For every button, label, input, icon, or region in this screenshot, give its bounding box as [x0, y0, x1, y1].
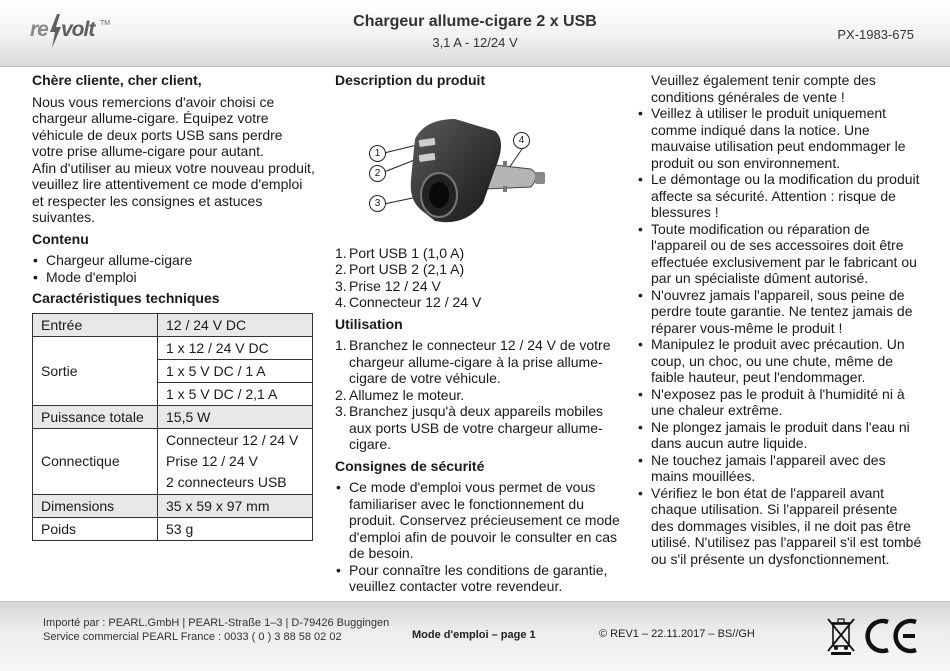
- specs-heading: Caractéristiques techniques: [32, 290, 220, 306]
- spec-value: 35 x 59 x 97 mm: [158, 494, 313, 517]
- spec-key: Poids: [33, 517, 158, 540]
- item-text: Connecteur 12 / 24 V: [349, 294, 482, 310]
- list-item: [335, 294, 620, 311]
- spec-value: 12 / 24 V DC: [158, 313, 313, 336]
- intro-paragraph-2: Afin d'utiliser au mieux votre nouveau produit, veuillez lire attentivement ce mode d'emploi et respecter les consignes et astuces suivantes.: [32, 159, 315, 225]
- utilisation-heading: Utilisation: [335, 315, 403, 332]
- list-item: [335, 245, 620, 262]
- table-row: [33, 313, 313, 336]
- list-item: [335, 337, 620, 387]
- contenu-list: [32, 252, 317, 285]
- item-text: Branchez jusqu'à deux appareils mobiles aux ports USB de votre chargeur allume-cigare.: [349, 403, 604, 452]
- page-footer: [0, 601, 950, 671]
- product-code: PX-1983-675: [837, 27, 914, 42]
- callout-4: 4: [513, 132, 530, 149]
- item-text: Prise 12 / 24 V: [349, 277, 441, 294]
- item-text: Port USB 2 (2,1 A): [349, 261, 465, 277]
- callout-1: 1: [369, 145, 386, 162]
- column-middle: [335, 72, 620, 595]
- spec-value: 53 g: [158, 517, 313, 540]
- list-item: • Toute modification ou réparation de l'appareil ou de ses accessoires doit être effectuée exclusivement par le fabricant ou par un spécialiste dûment autorisé.: [637, 221, 922, 287]
- list-item: • N'ouvrez jamais l'appareil, sous peine de perdre toute garantie. Ne tentez jamais de réparer vous-même le produit !: [637, 287, 922, 337]
- logo-text-volt: volt: [61, 18, 95, 41]
- list-item: [335, 387, 620, 404]
- safety-heading: Consignes de sécurité: [335, 457, 485, 474]
- column-left: [32, 72, 317, 541]
- list-item: • Vérifiez le bon état de l'appareil avant chaque utilisation. Si l'appareil présente des dommages visibles, il ne doit pas être utilisé. N'utilisez pas l'appareil s'il est tombé ou s'il présente un dysfonctionnement.: [637, 485, 922, 568]
- product-illustration: [335, 109, 620, 229]
- spec-key: Entrée: [33, 313, 158, 336]
- table-row: [33, 336, 313, 359]
- specs-table: [32, 313, 313, 541]
- list-item: • Ne plongez jamais le produit dans l'eau ni dans aucun autre liquide.: [637, 419, 922, 452]
- spec-value: 15,5 W: [158, 405, 313, 428]
- item-number: 2.: [335, 386, 347, 403]
- safety-list-continued: [637, 105, 922, 567]
- table-row: [33, 517, 313, 540]
- list-item: [335, 278, 620, 295]
- steps-list: [335, 337, 620, 453]
- item-number: 3.: [335, 403, 347, 419]
- weee-bin-icon: [826, 615, 856, 655]
- item-number: 1.: [335, 244, 347, 261]
- list-item: • Ne touchez jamais l'appareil avec des mains mouillées.: [637, 452, 922, 485]
- table-row: [33, 494, 313, 517]
- list-item: • Mode d'emploi: [32, 269, 317, 286]
- table-row: [33, 405, 313, 428]
- list-item: • Ce mode d'emploi vous permet de vous familiariser avec le fonctionnement du produit. Conservez précieusement ce mode d'emploi afin de pouvoir le consulter en cas de besoin.: [335, 479, 620, 562]
- spec-line: Prise 12 / 24 V: [166, 452, 258, 469]
- list-item: [335, 403, 620, 453]
- spec-value: 1 x 5 V DC / 2,1 A: [158, 382, 313, 405]
- spec-key: Dimensions: [33, 494, 158, 517]
- greeting-heading: Chère cliente, cher client,: [32, 72, 202, 88]
- contenu-heading: Contenu: [32, 230, 89, 247]
- spec-key: Sortie: [33, 336, 158, 405]
- column-right: [637, 72, 922, 567]
- revision-label: © REV1 – 22.11.2017 – BS//GH: [599, 628, 755, 640]
- document-subtitle: 3,1 A - 12/24 V: [432, 35, 518, 50]
- item-number: 1.: [335, 337, 347, 353]
- importer-info: [43, 616, 389, 644]
- spec-line: Connecteur 12 / 24 V: [166, 431, 299, 448]
- callout-2: 2: [369, 165, 386, 182]
- continued-paragraph: Veuillez également tenir compte des conditions générales de vente !: [651, 72, 876, 105]
- list-item: • Pour connaître les conditions de garantie, veuillez contacter votre revendeur.: [335, 562, 620, 595]
- spec-line: 2 connecteurs USB: [166, 473, 287, 490]
- spec-value: 1 x 12 / 24 V DC: [158, 336, 313, 359]
- list-item: • Le démontage ou la modification du produit affecte sa sécurité. Attention : risque de blessures !: [637, 171, 922, 221]
- spec-value: 1 x 5 V DC / 1 A: [158, 359, 313, 382]
- ce-mark-icon: [861, 616, 921, 656]
- list-item: • Manipulez le produit avec précaution. Un coup, un choc, ou une chute, même de faible hauteur, peut l'endommager.: [637, 336, 922, 386]
- logo-trademark: TM: [100, 20, 111, 27]
- list-item: • Chargeur allume-cigare: [32, 252, 317, 269]
- importer-line: Importé par : PEARL.GmbH | PEARL-Straße 1–3 | D-79426 Buggingen: [43, 617, 390, 629]
- parts-list: [335, 245, 620, 311]
- spec-key: Connectique: [33, 428, 158, 494]
- page-label: Mode d'emploi – page 1: [412, 629, 536, 641]
- spec-key: Puissance totale: [33, 405, 158, 428]
- item-number: 4.: [335, 294, 347, 310]
- page-header: [0, 0, 950, 67]
- item-text: Branchez le connecteur 12 / 24 V de votre chargeur allume-cigare à la prise allume-cigare de votre véhicule.: [349, 337, 611, 386]
- logo-text-re: re: [30, 18, 48, 41]
- item-text: Allumez le moteur.: [349, 386, 465, 403]
- service-line: Service commercial PEARL France : 0033 ( 0 ) 3 88 58 02 02: [43, 631, 342, 643]
- item-text: Port USB 1 (1,0 A): [349, 244, 465, 261]
- callout-3: 3: [369, 195, 386, 212]
- spec-value: [158, 428, 313, 494]
- list-item: [335, 261, 620, 278]
- safety-list: [335, 479, 620, 595]
- table-row: [33, 428, 313, 494]
- intro-paragraph: Nous vous remercions d'avoir choisi ce chargeur allume-cigare. Équipez votre véhicule de deux ports USB sans perdre votre prise allume-cigare pour autant.: [32, 93, 283, 159]
- list-item: • Veillez à utiliser le produit uniquement comme indiqué dans la notice. Une mauvaise utilisation peut endommager le produit ou son environnement.: [637, 105, 922, 171]
- document-title: Chargeur allume-cigare 2 x USB: [353, 13, 597, 30]
- item-number: 2.: [335, 261, 347, 277]
- description-heading: Description du produit: [335, 72, 486, 88]
- item-number: 3.: [335, 277, 347, 294]
- list-item: • N'exposez pas le produit à l'humidité ni à une chaleur extrême.: [637, 386, 922, 419]
